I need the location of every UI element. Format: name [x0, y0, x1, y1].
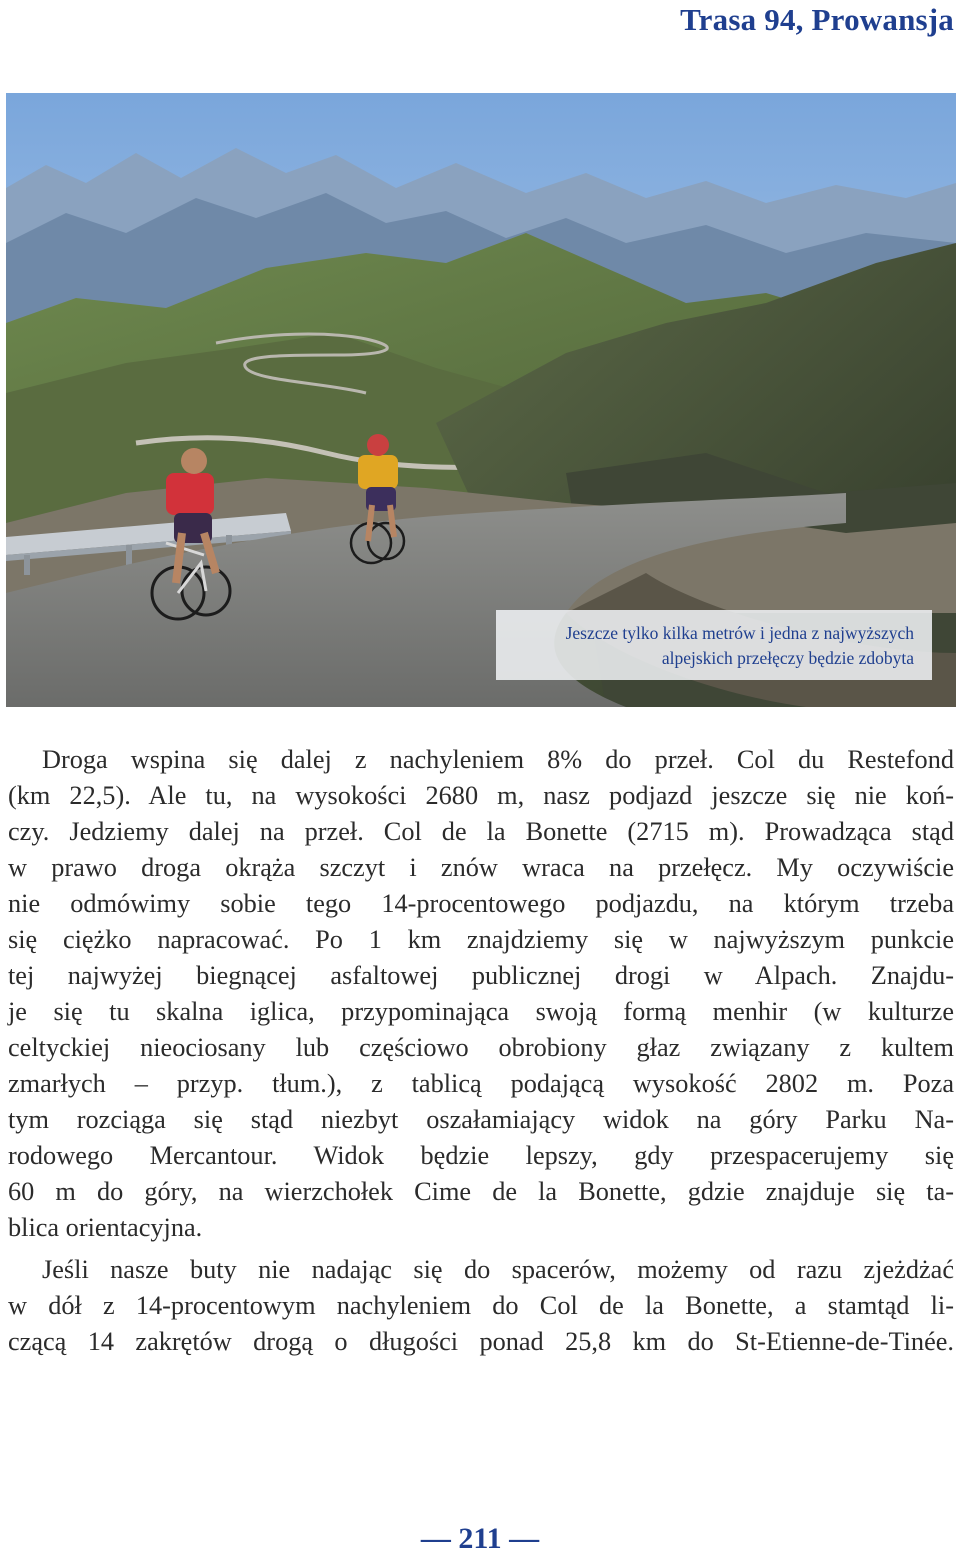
text-line: się ciężko napracować. Po 1 km znajdziemy się w najwyższym punkcie	[8, 925, 954, 954]
text-line: je się tu skalna iglica, przypominająca swoją formą menhir (w kulturze	[8, 997, 954, 1026]
paragraph-2	[8, 1252, 954, 1360]
text-line: w prawo droga okrąża szczyt i znów wraca na przełęcz. My oczywiście	[8, 853, 954, 882]
text-line: tym rozciąga się stąd niezbyt oszałamiający widok na góry Parku Na-	[8, 1105, 954, 1134]
running-title: Trasa 94, Prowansja	[680, 2, 954, 37]
text-line: Jeśli nasze buty nie nadając się do spacerów, możemy od razu zjeżdżać	[42, 1255, 954, 1284]
caption-line: Jeszcze tylko kilka metrów i jedna z najwyższych	[565, 623, 914, 643]
text-line: tej najwyżej biegnącej asfaltowej publicznej drogi w Alpach. Znajdu-	[8, 961, 954, 990]
text-line: czącą 14 zakrętów drogą o długości ponad 25,8 km do St-Etienne-de-Tinée.	[8, 1327, 954, 1356]
text-line: rodowego Mercantour. Widok będzie lepszy, gdy przespacerujemy się	[8, 1141, 954, 1170]
text-line: 60 m do góry, na wierzchołek Cime de la Bonette, gdzie znajduje się ta-	[8, 1177, 954, 1206]
text-line: (km 22,5). Ale tu, na wysokości 2680 m, nasz podjazd jeszcze się nie koń-	[8, 781, 954, 810]
text-line: w dół z 14-procentowym nachyleniem do Col de la Bonette, a stamtąd li-	[8, 1291, 954, 1320]
paragraph-1	[8, 742, 954, 1246]
article-body	[8, 742, 954, 1360]
text-line: blica orientacyjna.	[8, 1213, 203, 1242]
text-line: czy. Jedziemy dalej na przeł. Col de la Bonette (2715 m). Prowadząca stąd	[8, 817, 954, 846]
text-line: Droga wspina się dalej z nachyleniem 8% do przeł. Col du Restefond	[42, 745, 954, 774]
page-number: — 211 —	[420, 1522, 540, 1555]
photo-caption	[496, 610, 932, 680]
caption-line: alpejskich przełęczy będzie zdobyta	[661, 648, 914, 668]
text-line: zmarłych – przyp. tłum.), z tablicą podającą wysokość 2802 m. Poza	[8, 1069, 954, 1098]
text-line: celtyckiej nieociosany lub częściowo obrobiony głaz związany z kultem	[8, 1033, 954, 1062]
text-line: nie odmówimy sobie tego 14-procentowego podjazdu, na którym trzeba	[8, 889, 954, 918]
